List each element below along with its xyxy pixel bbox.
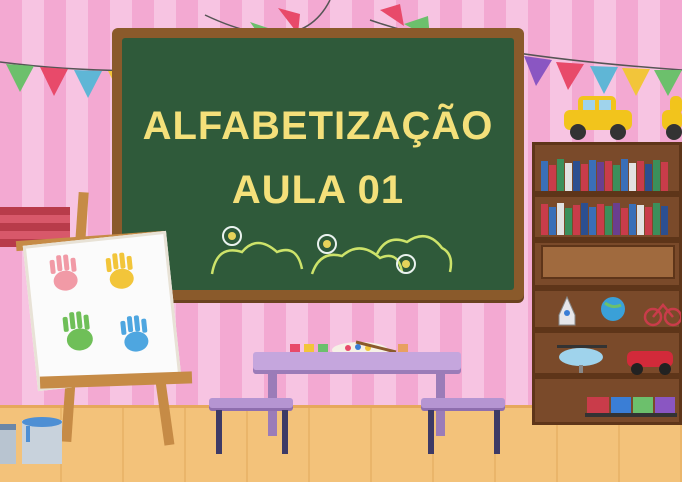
activity-table — [253, 352, 461, 370]
shelf-drawer — [541, 245, 675, 279]
book-row-1 — [541, 157, 681, 191]
chalkboard-frame — [112, 28, 524, 300]
bench-left — [209, 398, 293, 408]
book-row-2 — [541, 201, 681, 235]
title-line-1: ALFABETIZAÇÃO — [142, 104, 494, 148]
bookshelf — [532, 142, 682, 425]
yellow-toy-car-icon-2 — [660, 92, 682, 142]
bench-right — [421, 398, 505, 408]
yellow-toy-car-icon — [560, 92, 636, 142]
chalk-flowers-drawing — [202, 214, 462, 284]
shelf-toys — [541, 291, 681, 421]
easel-canvas — [23, 231, 181, 391]
paint-buckets-icon — [0, 412, 70, 468]
chalkboard — [122, 38, 514, 290]
title-line-2: AULA 01 — [231, 168, 405, 212]
bench-leg — [282, 410, 288, 454]
handprints-painting — [26, 234, 178, 388]
bench-leg — [428, 410, 434, 454]
bench-leg — [494, 410, 500, 454]
bench-leg — [216, 410, 222, 454]
